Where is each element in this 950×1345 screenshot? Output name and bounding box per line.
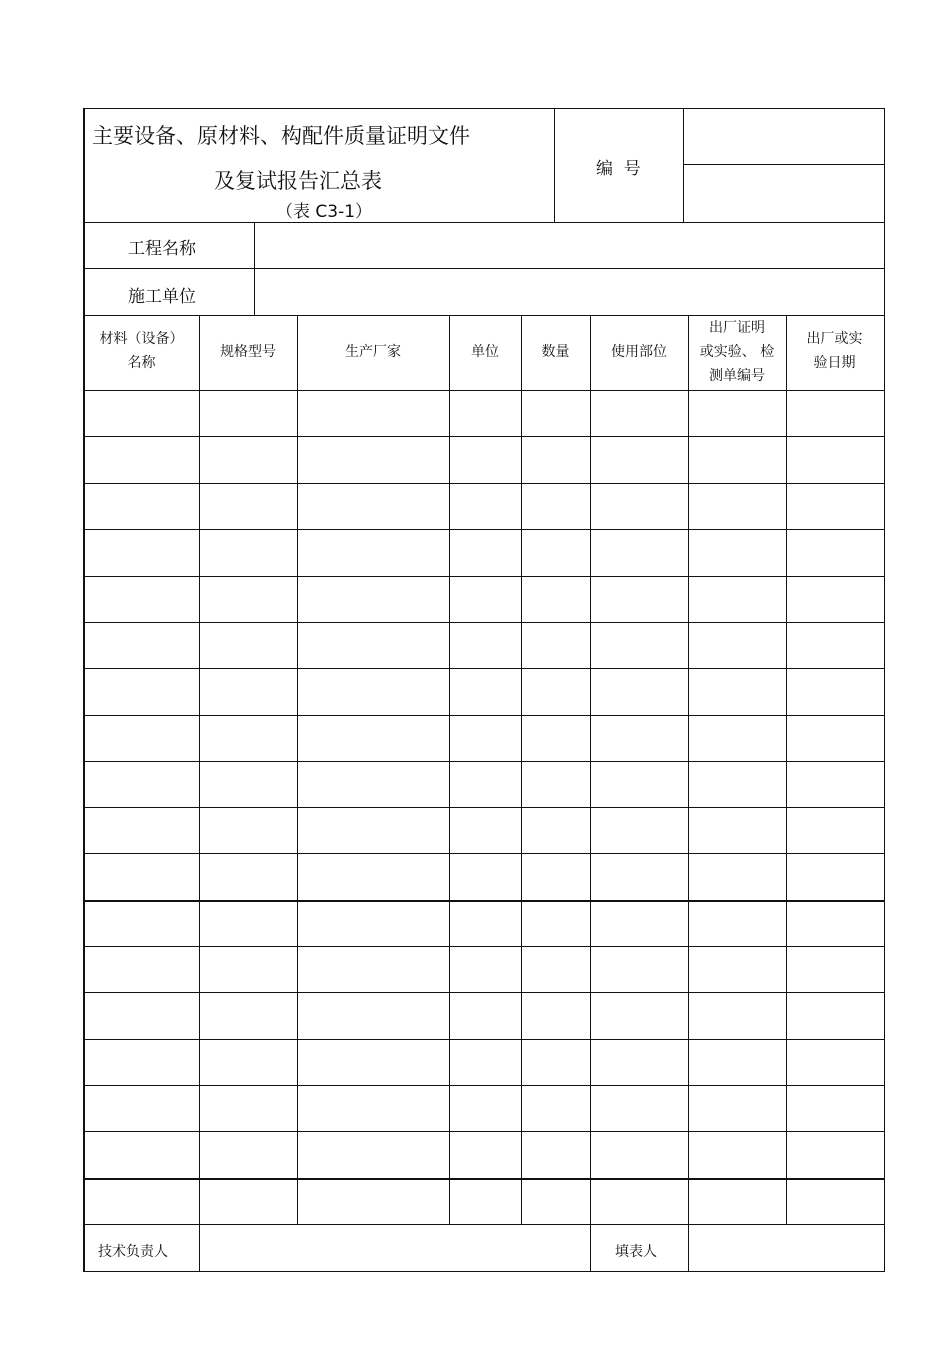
border-bottom — [83, 1271, 885, 1272]
row-line-17 — [83, 1178, 884, 1180]
form-title-line1: 主要设备、原材料、构配件质量证明文件 — [92, 124, 470, 148]
row-line-10 — [83, 853, 884, 854]
col-header-quantity: 数量 — [541, 344, 570, 360]
row-line-1 — [83, 436, 884, 437]
row-line-14 — [83, 1039, 884, 1040]
col-line-4 — [590, 315, 591, 1224]
row-line-0 — [83, 390, 884, 391]
number-row-divider — [683, 164, 884, 165]
border-top — [83, 108, 885, 109]
row-line-11 — [83, 900, 884, 902]
form-code: （表 C3-1） — [276, 202, 373, 222]
row-line-9 — [83, 807, 884, 808]
form-title-line2: 及复试报告汇总表 — [214, 169, 382, 193]
header-divider-2 — [683, 108, 684, 223]
header-bottom-line — [83, 222, 884, 223]
col-header-manufacturer: 生产厂家 — [345, 344, 401, 360]
col-header-date: 出厂或实 验日期 — [806, 331, 863, 371]
filler-label: 填表人 — [615, 1244, 657, 1260]
row-line-4 — [83, 576, 884, 577]
row-line-7 — [83, 715, 884, 716]
footer-divider-3 — [688, 1224, 689, 1271]
col-line-3 — [521, 315, 522, 1224]
col-header-unit: 单位 — [471, 344, 499, 360]
row-line-15 — [83, 1085, 884, 1086]
col-header-usage-location: 使用部位 — [611, 344, 667, 360]
info-bottom-line — [83, 315, 884, 316]
number-label: 编 号 — [596, 159, 641, 179]
col-line-1 — [297, 315, 298, 1224]
row-line-16 — [83, 1131, 884, 1132]
row-line-2 — [83, 483, 884, 484]
row-line-12 — [83, 946, 884, 947]
row-line-6 — [83, 668, 884, 669]
header-divider-1 — [554, 108, 555, 223]
info-label-divider — [254, 222, 255, 316]
footer-divider-1 — [199, 1224, 200, 1271]
row-line-3 — [83, 529, 884, 530]
col-header-spec-model: 规格型号 — [220, 344, 276, 360]
col-line-6 — [786, 315, 787, 1224]
col-line-5 — [688, 315, 689, 1224]
row-line-5 — [83, 622, 884, 623]
project-name-label: 工程名称 — [128, 239, 196, 259]
number-field-1[interactable] — [684, 109, 883, 164]
border-left — [83, 108, 85, 1272]
border-right — [884, 108, 885, 1272]
info-row-divider — [83, 268, 884, 269]
tech-lead-label: 技术负责人 — [98, 1244, 168, 1260]
row-line-13 — [83, 992, 884, 993]
construction-unit-field[interactable] — [255, 270, 883, 315]
tech-lead-field[interactable] — [200, 1226, 590, 1271]
col-header-material-name: 材料（设备） 名称 — [99, 331, 184, 371]
col-line-2 — [449, 315, 450, 1224]
filler-field[interactable] — [689, 1226, 883, 1271]
row-line-8 — [83, 761, 884, 762]
row-line-18 — [83, 1224, 884, 1225]
number-field-2[interactable] — [684, 166, 883, 222]
project-name-field[interactable] — [255, 224, 883, 268]
col-header-certificate-number: 出厂证明 或实验、 检 测单编号 — [699, 320, 775, 384]
col-line-0 — [199, 315, 200, 1224]
construction-unit-label: 施工单位 — [128, 287, 196, 307]
footer-divider-2 — [590, 1224, 591, 1271]
